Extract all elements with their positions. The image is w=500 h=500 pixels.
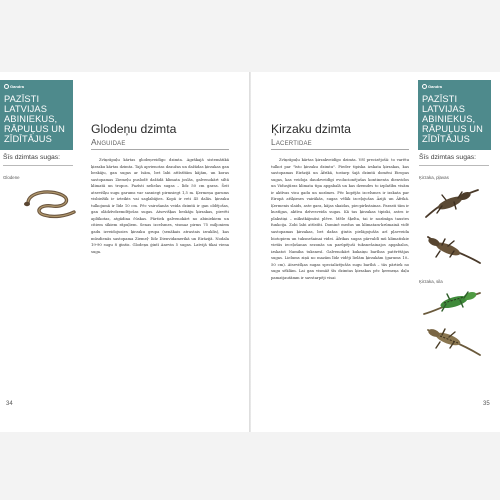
species-divider	[3, 165, 73, 166]
series-heading-line: PAZĪSTI	[422, 94, 458, 104]
logo-mark-icon	[4, 84, 9, 89]
species-heading: Šīs dzimtas sugas:	[419, 154, 477, 161]
series-heading-line: PAZĪSTI	[4, 94, 40, 104]
series-heading-line: LATVIJAS	[4, 104, 47, 114]
sand-lizard-illustration	[420, 286, 484, 320]
family-title: Glodeņu dzimta	[91, 122, 177, 136]
brand-logo	[4, 84, 24, 89]
series-heading-line: RĀPUĻUS UN	[4, 124, 65, 134]
page-number: 34	[6, 401, 13, 407]
family-latin-name: Anguidae	[91, 137, 126, 147]
series-heading-line: RĀPUĻUS UN	[422, 124, 483, 134]
species-heading: Šīs dzimtas sugas:	[3, 154, 61, 161]
viviparous-lizard-illustration	[420, 186, 484, 222]
page-gutter	[249, 72, 251, 432]
series-heading-line: ABINIEKUS,	[422, 114, 476, 124]
viviparous-lizard-illustration	[420, 231, 484, 267]
series-heading-line: ABINIEKUS,	[4, 114, 58, 124]
series-heading-line: ZĪDĪTĀJUS	[4, 134, 52, 144]
left-sidebar-band	[0, 80, 73, 150]
slow-worm-illustration	[20, 186, 78, 220]
species-label: Ķirzaka, pļavas	[419, 175, 449, 180]
logo-mark-icon	[422, 84, 427, 89]
series-heading	[422, 94, 490, 144]
logo-text: Gandra	[428, 84, 443, 89]
brand-logo	[422, 84, 442, 89]
species-divider	[419, 165, 489, 166]
species-label: Ķirzaka, sila	[419, 279, 443, 284]
title-rule	[91, 149, 229, 150]
right-sidebar-band	[418, 80, 491, 150]
page-number: 35	[483, 401, 490, 407]
family-description: Zvīņrāpuļu kārtas ķirzakveidīgo dzimta. Vēl precizējošā: to varētu tulkot par "īsto ķirzaku dzimtu". Pieder tipiska izskata ķirzakas, kas sastopamas Eirāzijā un Āfrikā, tostarp šajā dzimtā domēni Eiropas sugas, kas veidoja daudzveidīgi evolucionējušas kontinenta dienvidos un Vidusjūras klimata tipa apgabalā un kas dzemdes to izplatību visām ir aktīvas visu gadu un nozīmes. Pēc kopējās izcelsmes ir izskata par Eiropā atšķirnes vairākās, sugas vēlāk izceļojušas Āzijā un Āfrikā. Ķermenis slaids, aste gara, kājas skaidas, piecpirkstainas. Parasti tām ir kustīgas, aktīva dzīvesveida sugas. Kā tas ķirzakas tipiski, astes ir plakstiņi – mīkstkājmūsi plēve. Mēle šķelta, tai ir nozīmīga taustes funkcija. Zobi labi attīstīti. Dominē medus un klimatam-krūmainā vidē sastopamas ķirzakas, bet dažas ģintis pielāgojušās arī pļavveida biotopiem un tuksnešainai videi. Āfrikas sugas pārvaldī mū klimatiskie vietās ieceļošanas sezonās un parūpējuši tuksnešainajos apgabalos, izskatot Namiba tuksnesī. Galvenokārt kukaiņu barības patērētājas sugas. Lielums ziņā no mazām līdz vidēji lielām ķirzakām (garums 10–50 cm). Atsevišķas sugas specializējušās sugu barībā – tās pārtiek no sugu sēklām. Lai gan vismāž šīs dzimtas ķirzakas pēc ķermeņa daļu pamatjautāmm ir savstarpēji visai	[271, 158, 409, 280]
family-title: Ķirzaku dzimta	[271, 122, 351, 136]
family-description: Zvīņrāpuļu kārtas glodeņveidīgo dzimta. Agrākajā sistemātikā ķirzaku kārtas dzimta. Tajā apvienotas dzaužas un dažādas ķirzakas gan beskāju, gan sugas ar īsām, bet labi attīstītām kājām, un koras sastopamas Ziemeļu puslodē dažādā klimata joslās, galvenokārt siltā klimatā un tropos. Pazīsti nelielas sugas – līdz 50 cm garas. Šeit atsevišķu sugu garums var sasniegt pirmsiegt 1,5 m. Ķermeņa garums visbiežāk ir izteikts vai saglabājies. Kopā ir reti 45 dalās. ķirzaku tulkojumā ir līdz 10 cm. Pēc vairošanās veida dzimtā ir gan oldējošas, gan olādzīvdzemdējošas sugas. Atsevišķas beskāju ķirzakas, pievēti aplūkotas, atgādina čūskas. Pārtiek galvenokārt no abiniekiem un citiem sīkiem rāpuļiem. Senas izcelsmes, vismaz pirms 75 miljoniem gadu izveidojusies ķirzaku grupa (senākais atrastais izraklis), kas mūsdienās sastopama Ziemeļ- līdz Dienvidamerikā un Eirāzijā. Nodala 19-90 sugu 8 ģintis. Glodeņu ģintī Anevin 5 sugas. Latvijā tikai viena suga.	[91, 158, 229, 254]
logo-text: Gandra	[10, 84, 25, 89]
series-heading-line: ZĪDĪTĀJUS	[422, 134, 470, 144]
series-heading	[4, 94, 72, 144]
title-rule	[271, 149, 409, 150]
family-latin-name: Lacertidae	[271, 137, 312, 147]
series-heading-line: LATVIJAS	[422, 104, 465, 114]
species-label: Glodene	[3, 175, 20, 180]
sand-lizard-illustration	[420, 322, 484, 358]
